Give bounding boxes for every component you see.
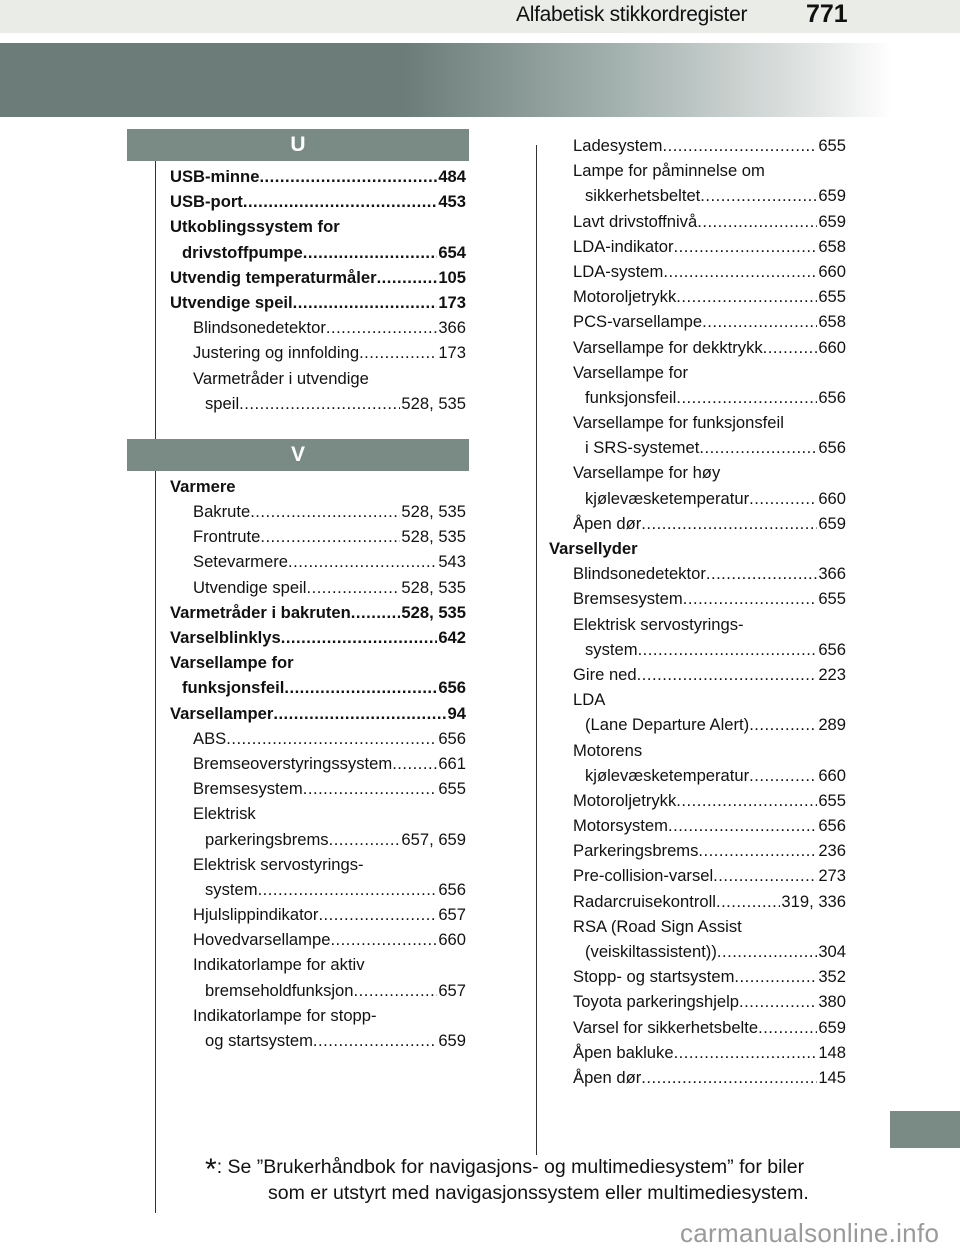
index-entry bbox=[549, 209, 846, 234]
index-entry bbox=[549, 158, 846, 183]
entry-term: (Lane Departure Alert) bbox=[585, 715, 750, 735]
entry-term: LDA-system bbox=[573, 261, 664, 281]
entry-term: Frontrute bbox=[193, 527, 261, 547]
dot-leader bbox=[377, 265, 438, 290]
entry-term: Toyota parkeringshjelp bbox=[573, 992, 740, 1012]
entry-term: bremseholdfunksjon bbox=[205, 980, 354, 1000]
dot-leader bbox=[676, 284, 817, 309]
index-entry bbox=[549, 561, 846, 586]
index-entry bbox=[549, 1065, 846, 1090]
entry-page-ref[interactable]: 661 bbox=[438, 753, 466, 773]
dot-leader bbox=[716, 889, 780, 914]
index-entry bbox=[170, 499, 466, 524]
dot-leader bbox=[698, 838, 817, 863]
entry-term: Ladesystem bbox=[573, 136, 663, 155]
entry-term: Varmere bbox=[170, 476, 236, 496]
entry-term: Elektrisk servostyrings- bbox=[193, 854, 364, 874]
dot-leader bbox=[683, 586, 818, 611]
entry-term: Gire ned bbox=[573, 664, 637, 684]
dot-leader bbox=[313, 1028, 437, 1053]
dot-leader bbox=[739, 989, 817, 1014]
index-entry bbox=[549, 738, 846, 763]
entry-page-ref[interactable]: 366 bbox=[818, 564, 846, 584]
dot-leader bbox=[239, 391, 400, 416]
index-entry bbox=[170, 776, 466, 801]
entry-page-ref[interactable]: 528, 535 bbox=[401, 527, 466, 547]
dot-leader bbox=[258, 877, 438, 902]
dot-leader bbox=[306, 575, 400, 600]
dot-leader bbox=[763, 335, 818, 360]
entry-page-ref[interactable]: 660 bbox=[818, 488, 846, 508]
entry-term: Bremsesystem bbox=[193, 779, 303, 799]
entry-term: Setevarmere bbox=[193, 552, 288, 572]
entry-page-ref[interactable]: 173 bbox=[438, 292, 466, 312]
index-entry bbox=[549, 511, 846, 536]
dot-leader bbox=[359, 340, 437, 365]
section-header-u: U bbox=[127, 129, 469, 161]
entry-term: Stopp- og startsystem bbox=[573, 967, 735, 987]
entry-page-ref[interactable]: 657, 659 bbox=[401, 829, 466, 849]
dot-leader bbox=[318, 902, 437, 927]
entry-page-ref[interactable]: 655 bbox=[818, 287, 846, 307]
entry-term: speil bbox=[205, 393, 240, 413]
index-entry bbox=[549, 838, 846, 863]
dot-leader bbox=[734, 964, 817, 989]
entry-page-ref[interactable]: 656 bbox=[818, 639, 846, 659]
entry-page-ref[interactable]: 658 bbox=[818, 236, 846, 256]
index-entry bbox=[549, 1040, 846, 1065]
index-entry bbox=[170, 801, 466, 826]
index-entry bbox=[549, 662, 846, 687]
dot-leader bbox=[662, 133, 817, 158]
entry-term: Justering og innfolding bbox=[193, 343, 360, 363]
index-entry bbox=[549, 536, 846, 561]
index-entry bbox=[170, 625, 466, 650]
entry-page-ref[interactable]: 543 bbox=[438, 552, 466, 572]
index-entry bbox=[170, 852, 466, 877]
entry-term: Bremsesystem bbox=[573, 589, 683, 609]
dot-leader bbox=[674, 234, 818, 259]
index-entry bbox=[549, 889, 846, 914]
index-entry bbox=[170, 549, 466, 574]
index-entry bbox=[549, 410, 846, 435]
decorative-band bbox=[0, 43, 960, 117]
entry-page-ref[interactable]: 656 bbox=[438, 728, 466, 748]
entry-term: USB-minne bbox=[170, 167, 260, 186]
page-number: 771 bbox=[806, 0, 848, 28]
index-entry bbox=[549, 486, 846, 511]
entry-term: Bakrute bbox=[193, 502, 251, 522]
entry-term: Blindsonedetektor bbox=[193, 318, 326, 338]
entry-term: Motoroljetrykk bbox=[573, 287, 677, 307]
index-entry bbox=[549, 309, 846, 334]
dot-leader bbox=[749, 712, 817, 737]
entry-term: Hjulslippindikator bbox=[193, 905, 319, 925]
entry-term: Utkoblingssystem for bbox=[170, 217, 340, 237]
index-entry bbox=[170, 952, 466, 977]
entry-term: Motorsystem bbox=[573, 816, 668, 836]
index-entry bbox=[549, 989, 846, 1014]
index-entry bbox=[549, 284, 846, 309]
entry-page-ref[interactable]: 655 bbox=[818, 790, 846, 810]
entry-term: LDA-indikator bbox=[573, 236, 674, 256]
dot-leader bbox=[288, 549, 437, 574]
dot-leader bbox=[329, 827, 401, 852]
entry-term: Indikatorlampe for aktiv bbox=[193, 955, 365, 975]
index-entry bbox=[549, 914, 846, 939]
entry-page-ref[interactable]: 660 bbox=[818, 337, 846, 357]
index-entry bbox=[549, 687, 846, 712]
entry-page-ref[interactable]: 289 bbox=[818, 715, 846, 735]
index-entry bbox=[170, 1003, 466, 1028]
entry-term: Varsellampe for bbox=[573, 362, 688, 382]
entry-page-ref[interactable]: 655 bbox=[438, 779, 466, 799]
index-entry bbox=[549, 335, 846, 360]
entry-page-ref[interactable]: 528, 535 bbox=[401, 577, 466, 597]
index-entry bbox=[549, 234, 846, 259]
entry-page-ref[interactable]: 484 bbox=[438, 167, 466, 186]
entry-term: Varmetråder i bakruten bbox=[170, 602, 351, 622]
section-thumb-tab bbox=[890, 1111, 960, 1148]
entry-page-ref[interactable]: 658 bbox=[818, 312, 846, 332]
entry-term: Elektrisk bbox=[193, 804, 256, 824]
index-entry bbox=[170, 978, 466, 1003]
dot-leader bbox=[663, 259, 817, 284]
index-entry bbox=[549, 939, 846, 964]
entry-term: Lavt drivstoffnivå bbox=[573, 211, 698, 231]
entry-page-ref[interactable]: 660 bbox=[438, 930, 466, 950]
entry-term: Indikatorlampe for stopp- bbox=[193, 1005, 377, 1025]
entry-page-ref[interactable]: 304 bbox=[818, 942, 846, 961]
entry-page-ref[interactable]: 352 bbox=[818, 967, 846, 987]
dot-leader bbox=[676, 385, 817, 410]
dot-leader bbox=[326, 315, 437, 340]
index-entry bbox=[170, 827, 466, 852]
entry-term: Varsellampe for funksjonsfeil bbox=[573, 413, 784, 433]
entry-term: (veiskiltassistent)) bbox=[585, 942, 717, 961]
index-entry bbox=[170, 164, 466, 189]
entry-page-ref[interactable]: 656 bbox=[818, 816, 846, 836]
entry-term: ABS bbox=[193, 728, 227, 748]
index-entry bbox=[549, 964, 846, 989]
index-entry bbox=[170, 265, 466, 290]
entry-term: funksjonsfeil bbox=[182, 678, 285, 698]
entry-page-ref[interactable]: 94 bbox=[447, 703, 466, 723]
entry-term: Pre-collision-varsel bbox=[573, 866, 714, 886]
entry-term: i SRS-systemet bbox=[585, 438, 700, 458]
entry-page-ref[interactable]: 173 bbox=[438, 343, 466, 363]
index-entry bbox=[170, 650, 466, 675]
index-entry bbox=[170, 391, 466, 416]
dot-leader bbox=[260, 524, 400, 549]
entry-page-ref[interactable]: 654 bbox=[438, 242, 466, 262]
footnote-marker: * bbox=[205, 1153, 217, 1186]
entry-page-ref[interactable]: 657 bbox=[438, 905, 466, 925]
dot-leader bbox=[641, 1065, 817, 1090]
entry-term: Parkeringsbrems bbox=[573, 841, 699, 861]
entry-term: system bbox=[585, 639, 638, 659]
entry-term: Varsellyder bbox=[549, 539, 638, 558]
entry-page-ref[interactable]: 656 bbox=[438, 879, 466, 899]
entry-page-ref[interactable]: 659 bbox=[438, 1031, 466, 1050]
index-entry bbox=[170, 524, 466, 549]
index-entry bbox=[170, 315, 466, 340]
entry-page-ref[interactable]: 105 bbox=[438, 267, 466, 287]
entry-term: Åpen dør bbox=[573, 513, 642, 533]
dot-leader bbox=[330, 927, 437, 952]
index-entry bbox=[549, 712, 846, 737]
left-rule bbox=[155, 160, 156, 1213]
dot-leader bbox=[293, 290, 438, 315]
index-entry bbox=[549, 788, 846, 813]
dot-leader bbox=[700, 183, 817, 208]
index-entry bbox=[549, 385, 846, 410]
entry-page-ref[interactable]: 223 bbox=[818, 664, 846, 684]
entry-page-ref[interactable]: 656 bbox=[818, 387, 846, 407]
index-entry bbox=[170, 240, 466, 265]
index-entry bbox=[549, 1015, 846, 1040]
index-entry bbox=[549, 586, 846, 611]
dot-leader bbox=[303, 240, 438, 265]
entry-term: Motoroljetrykk bbox=[573, 790, 677, 810]
index-entry bbox=[170, 902, 466, 927]
dot-leader bbox=[243, 189, 437, 214]
index-entry bbox=[170, 340, 466, 365]
index-entry bbox=[170, 701, 466, 726]
dot-leader bbox=[250, 499, 400, 524]
index-entry bbox=[549, 435, 846, 460]
dot-leader bbox=[749, 486, 817, 511]
dot-leader bbox=[273, 701, 446, 726]
dot-leader bbox=[676, 788, 817, 813]
dot-leader bbox=[392, 751, 437, 776]
dot-leader bbox=[259, 164, 437, 189]
entry-term: sikkerhetsbeltet bbox=[585, 186, 701, 206]
running-title: Alfabetisk stikkordregister bbox=[516, 3, 748, 26]
index-entry bbox=[170, 877, 466, 902]
entry-page-ref[interactable]: 659 bbox=[818, 186, 846, 206]
entry-term: Blindsonedetektor bbox=[573, 564, 706, 584]
index-column-right bbox=[549, 133, 846, 1090]
dot-leader bbox=[638, 637, 818, 662]
dot-leader bbox=[303, 776, 438, 801]
index-entry bbox=[170, 675, 466, 700]
entry-term: USB-port bbox=[170, 192, 243, 212]
entry-term: Elektrisk servostyrings- bbox=[573, 614, 744, 634]
entry-term: system bbox=[205, 879, 258, 899]
entry-page-ref[interactable]: 659 bbox=[818, 1017, 846, 1037]
entry-term: Bremseoverstyringssystem bbox=[193, 753, 393, 773]
entry-term: Hovedvarsellampe bbox=[193, 930, 331, 950]
dot-leader bbox=[702, 309, 817, 334]
index-entry bbox=[170, 726, 466, 751]
footnote-line-1 bbox=[205, 1153, 805, 1186]
entry-page-ref[interactable]: 528, 535 bbox=[401, 502, 466, 522]
index-entry bbox=[170, 366, 466, 391]
entry-page-ref[interactable]: 656 bbox=[818, 438, 846, 458]
watermark: carmanualsonline.info bbox=[680, 1218, 940, 1248]
index-entry bbox=[549, 763, 846, 788]
entry-page-ref[interactable]: 236 bbox=[818, 841, 846, 861]
index-entry bbox=[549, 133, 846, 158]
entry-term: RSA (Road Sign Assist bbox=[573, 916, 742, 936]
dot-leader bbox=[758, 1015, 817, 1040]
entry-term: Utvendig temperaturmåler bbox=[170, 267, 377, 287]
index-entry bbox=[170, 600, 466, 625]
entry-term: Varsellampe for bbox=[170, 653, 294, 673]
entry-page-ref[interactable]: 528, 535 bbox=[401, 393, 466, 413]
entry-page-ref[interactable]: 366 bbox=[438, 318, 466, 338]
entry-page-ref[interactable]: 660 bbox=[818, 765, 846, 785]
entry-page-ref[interactable]: 659 bbox=[818, 513, 846, 533]
dot-leader bbox=[354, 978, 438, 1003]
entry-page-ref[interactable]: 453 bbox=[438, 192, 466, 212]
entry-term: Varmetråder i utvendige bbox=[193, 368, 369, 388]
running-header bbox=[0, 0, 960, 33]
entry-page-ref[interactable]: 655 bbox=[818, 589, 846, 609]
entry-page-ref[interactable]: 319, 336 bbox=[781, 891, 846, 911]
index-entry bbox=[170, 189, 466, 214]
index-entry bbox=[549, 360, 846, 385]
entry-term: kjølevæsketemperatur bbox=[585, 765, 750, 785]
dot-leader bbox=[226, 726, 437, 751]
dot-leader bbox=[281, 625, 438, 650]
entry-page-ref[interactable]: 659 bbox=[818, 211, 846, 231]
index-entry bbox=[170, 290, 466, 315]
entry-page-ref[interactable]: 642 bbox=[438, 628, 466, 647]
column-divider bbox=[536, 145, 537, 1155]
dot-leader bbox=[674, 1040, 818, 1065]
entry-term: Motorens bbox=[573, 740, 643, 760]
entry-term: Utvendige speil bbox=[193, 577, 307, 597]
entry-page-ref[interactable]: 655 bbox=[818, 136, 846, 155]
entry-page-ref[interactable]: 380 bbox=[818, 992, 846, 1012]
entry-term: Varsellampe for høy bbox=[573, 463, 721, 483]
entry-term: funksjonsfeil bbox=[585, 387, 677, 407]
dot-leader bbox=[351, 600, 401, 625]
index-entry bbox=[170, 927, 466, 952]
dot-leader bbox=[641, 511, 817, 536]
entry-page-ref[interactable]: 273 bbox=[818, 866, 846, 886]
entry-term: Lampe for påminnelse om bbox=[573, 161, 765, 181]
section-header-v: V bbox=[127, 439, 469, 471]
index-entry bbox=[170, 575, 466, 600]
index-entry bbox=[170, 214, 466, 239]
entry-page-ref[interactable]: 657 bbox=[438, 980, 466, 1000]
entry-term: Radarcruisekontroll bbox=[573, 891, 716, 911]
dot-leader bbox=[697, 209, 817, 234]
index-entry bbox=[549, 612, 846, 637]
entry-term: PCS-varsellampe bbox=[573, 312, 703, 332]
entry-term: parkeringsbrems bbox=[205, 829, 329, 849]
footnote-line-2: som er utstyrt med navigasjonssystem eller multimediesystem. bbox=[268, 1182, 809, 1204]
footnote-text-1: : Se ”Brukerhåndbok for navigasjons- og multimediesystem” for biler bbox=[216, 1156, 805, 1178]
index-entry bbox=[170, 474, 466, 499]
entry-term: Utvendige speil bbox=[170, 292, 293, 312]
index-entry bbox=[549, 863, 846, 888]
index-entry bbox=[170, 751, 466, 776]
entry-term: kjølevæsketemperatur bbox=[585, 488, 750, 508]
entry-term: LDA bbox=[573, 690, 606, 710]
entry-term: Åpen dør bbox=[573, 1067, 642, 1087]
index-entry bbox=[170, 1028, 466, 1053]
dot-leader bbox=[668, 813, 817, 838]
entry-page-ref[interactable]: 148 bbox=[818, 1042, 846, 1062]
dot-leader bbox=[749, 763, 817, 788]
entry-term: og startsystem bbox=[205, 1031, 313, 1050]
entry-term: drivstoffpumpe bbox=[182, 242, 303, 262]
dot-leader bbox=[284, 675, 437, 700]
index-entry bbox=[549, 259, 846, 284]
dot-leader bbox=[699, 435, 817, 460]
index-entry bbox=[549, 813, 846, 838]
index-entry bbox=[549, 183, 846, 208]
dot-leader bbox=[713, 863, 817, 888]
dot-leader bbox=[717, 939, 817, 964]
index-column-left bbox=[170, 129, 466, 1053]
entry-term: Varsel for sikkerhetsbelte bbox=[573, 1017, 759, 1037]
entry-page-ref[interactable]: 656 bbox=[438, 678, 466, 698]
entry-page-ref[interactable]: 528, 535 bbox=[401, 602, 466, 622]
entry-term: Varsellamper bbox=[170, 703, 274, 723]
entry-page-ref[interactable]: 145 bbox=[818, 1067, 846, 1087]
dot-leader bbox=[706, 561, 817, 586]
entry-page-ref[interactable]: 660 bbox=[818, 261, 846, 281]
index-entry bbox=[549, 460, 846, 485]
index-entry bbox=[549, 637, 846, 662]
entry-term: Varsellampe for dekktrykk bbox=[573, 337, 763, 357]
entry-term: Åpen bakluke bbox=[573, 1042, 674, 1062]
dot-leader bbox=[637, 662, 818, 687]
entry-term: Varselblinklys bbox=[170, 628, 281, 647]
